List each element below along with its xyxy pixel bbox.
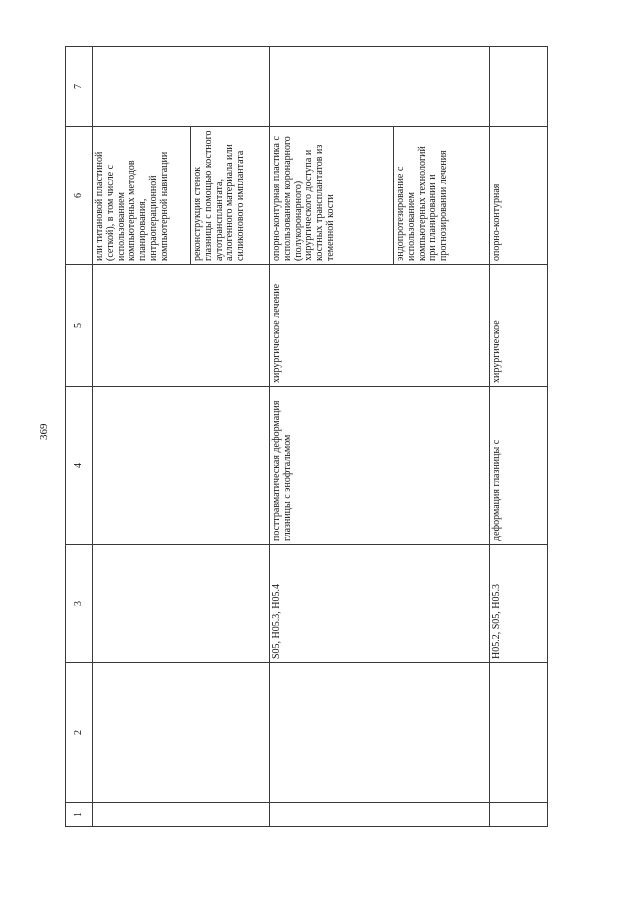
table-row [270,47,394,827]
diagnosis-code-cell: S05, H05.3, H05.4 [270,545,490,663]
cell-col-4 [93,387,270,545]
cell-col-7 [93,47,270,127]
rotated-table-container [65,47,547,827]
cell-col-1 [93,803,270,827]
header-col-7: 7 [66,47,93,127]
table-row [93,47,191,827]
header-col-3: 3 [66,545,93,663]
header-col-6: 6 [66,127,93,265]
cell-col-2 [270,663,490,803]
disease-model-cell: посттравматическая деформация глазницы с энофтальмом [270,387,490,545]
cell-col-3 [93,545,270,663]
cell-col-1 [270,803,490,827]
header-col-5: 5 [66,265,93,387]
document-table [65,46,548,827]
treatment-method-cell: или титановой пластиной (сеткой), в том числе с использованием компьютерных методов планирования, интраоперационной компьютерной навигации [93,127,191,265]
header-col-1: 1 [66,803,93,827]
diagnosis-code-cell: H05.2, S05, H05.3 [490,545,548,663]
cell-col-2 [490,663,548,803]
cell-col-2 [93,663,270,803]
treatment-method-cell: эндопротезирование с использованием компьютерных технологий при планировании и прогнозировании лечения [394,127,490,265]
cell-col-7 [270,47,490,127]
treatment-method-cell: опорно-контурная пластика с использованием коронарного (полукоронарного) хирургического доступа и костных трансплантатов из теменной кости [270,127,394,265]
cell-col-5 [93,265,270,387]
disease-model-cell: деформация глазницы с [490,387,548,545]
cell-col-1 [490,803,548,827]
table-header-row [66,47,93,827]
header-col-4: 4 [66,387,93,545]
treatment-type-cell: хирургическое [490,265,548,387]
table-row [490,47,548,827]
treatment-method-cell: опорно-контурная [490,127,548,265]
treatment-type-cell: хирургическое лечение [270,265,490,387]
page-number: 369 [38,423,50,440]
treatment-method-cell: реконструкция стенок глазницы с помощью костного аутотрансплантата, аллогенного материала или силиконового имплантата [191,127,270,265]
header-col-2: 2 [66,663,93,803]
cell-col-7 [490,47,548,127]
